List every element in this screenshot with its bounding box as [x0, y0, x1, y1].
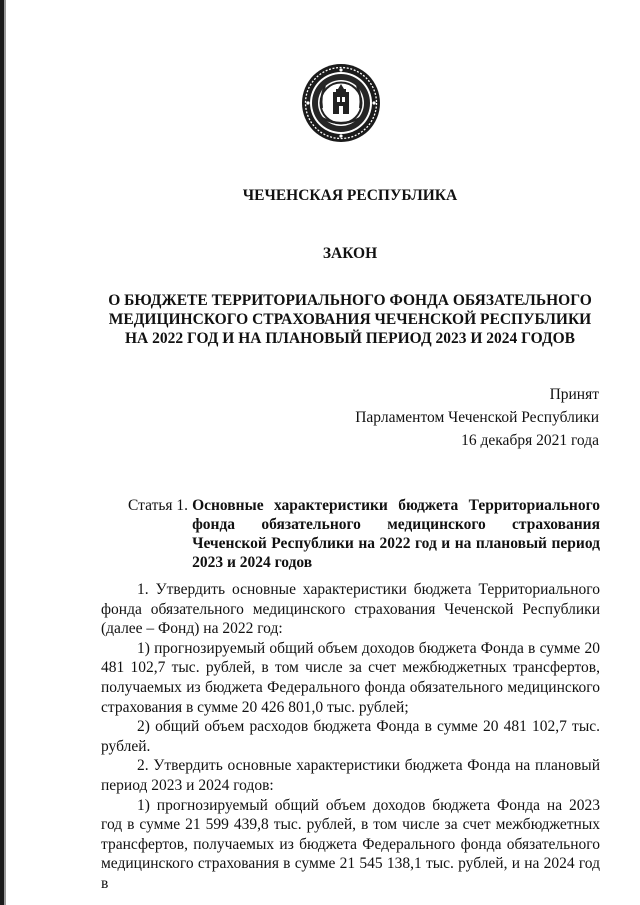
scan-left-edge-shadow [4, 0, 6, 905]
adoption-date: 16 декабря 2021 года [461, 432, 599, 449]
body-paragraph: 2. Утвердить основные характеристики бюджета Фонда на плановый период 2023 и 2024 годов: [101, 757, 600, 794]
law-title-line: НА 2022 ГОД И НА ПЛАНОВЫЙ ПЕРИОД 2023 И 2024 ГОДОВ [125, 330, 575, 347]
chechen-republic-emblem-icon [300, 62, 382, 144]
article-title: Основные характеристики бюджета Территориального фонда обязательного медицинского страхования Чеченской Республики на 2022 год и на плановый период 2023 и 2024 годов [192, 497, 600, 571]
article-body [101, 580, 600, 894]
adoption-label: Принят [549, 386, 599, 403]
law-title-line: О БЮДЖЕТЕ ТЕРРИТОРИАЛЬНОГО ФОНДА ОБЯЗАТЕЛЬНОГО [108, 292, 592, 309]
document-type: ЗАКОН [322, 245, 378, 262]
article-heading [128, 496, 600, 572]
republic-name: ЧЕЧЕНСКАЯ РЕСПУБЛИКА [242, 187, 458, 204]
body-paragraph: 1) прогнозируемый общий объем доходов бюджета Фонда на 2023 год в сумме 21 599 439,8 тыс. рублей, в том числе за счет межбюджетных трансфертов, получаемых из бюджета Федерального фонда обязательного медицинского страхования в сумме 21 545 138,1 тыс. рублей, и на 2024 год в [101, 796, 600, 892]
article-number: Статья 1. [128, 497, 189, 514]
law-title [60, 291, 640, 348]
adoption-body: Парламентом Чеченской Республики [355, 409, 599, 426]
body-paragraph: 1. Утвердить основные характеристики бюджета Территориального фонда обязательного медицинского страхования Чеченской Республики (далее – Фонд) на 2022 год: [101, 581, 600, 638]
body-paragraph: 1) прогнозируемый общий объем доходов бюджета Фонда в сумме 20 481 102,7 тыс. рублей, в том числе за счет межбюджетных трансфертов, получаемых из бюджета Федерального фонда обязательного медицинского страхования в сумме 20 426 801,0 тыс. рублей; [101, 639, 600, 716]
body-paragraph: 2) общий объем расходов бюджета Фонда в сумме 20 481 102,7 тыс. рублей. [101, 718, 600, 755]
law-title-line: МЕДИЦИНСКОГО СТРАХОВАНИЯ ЧЕЧЕНСКОЙ РЕСПУБЛИКИ [108, 311, 592, 328]
